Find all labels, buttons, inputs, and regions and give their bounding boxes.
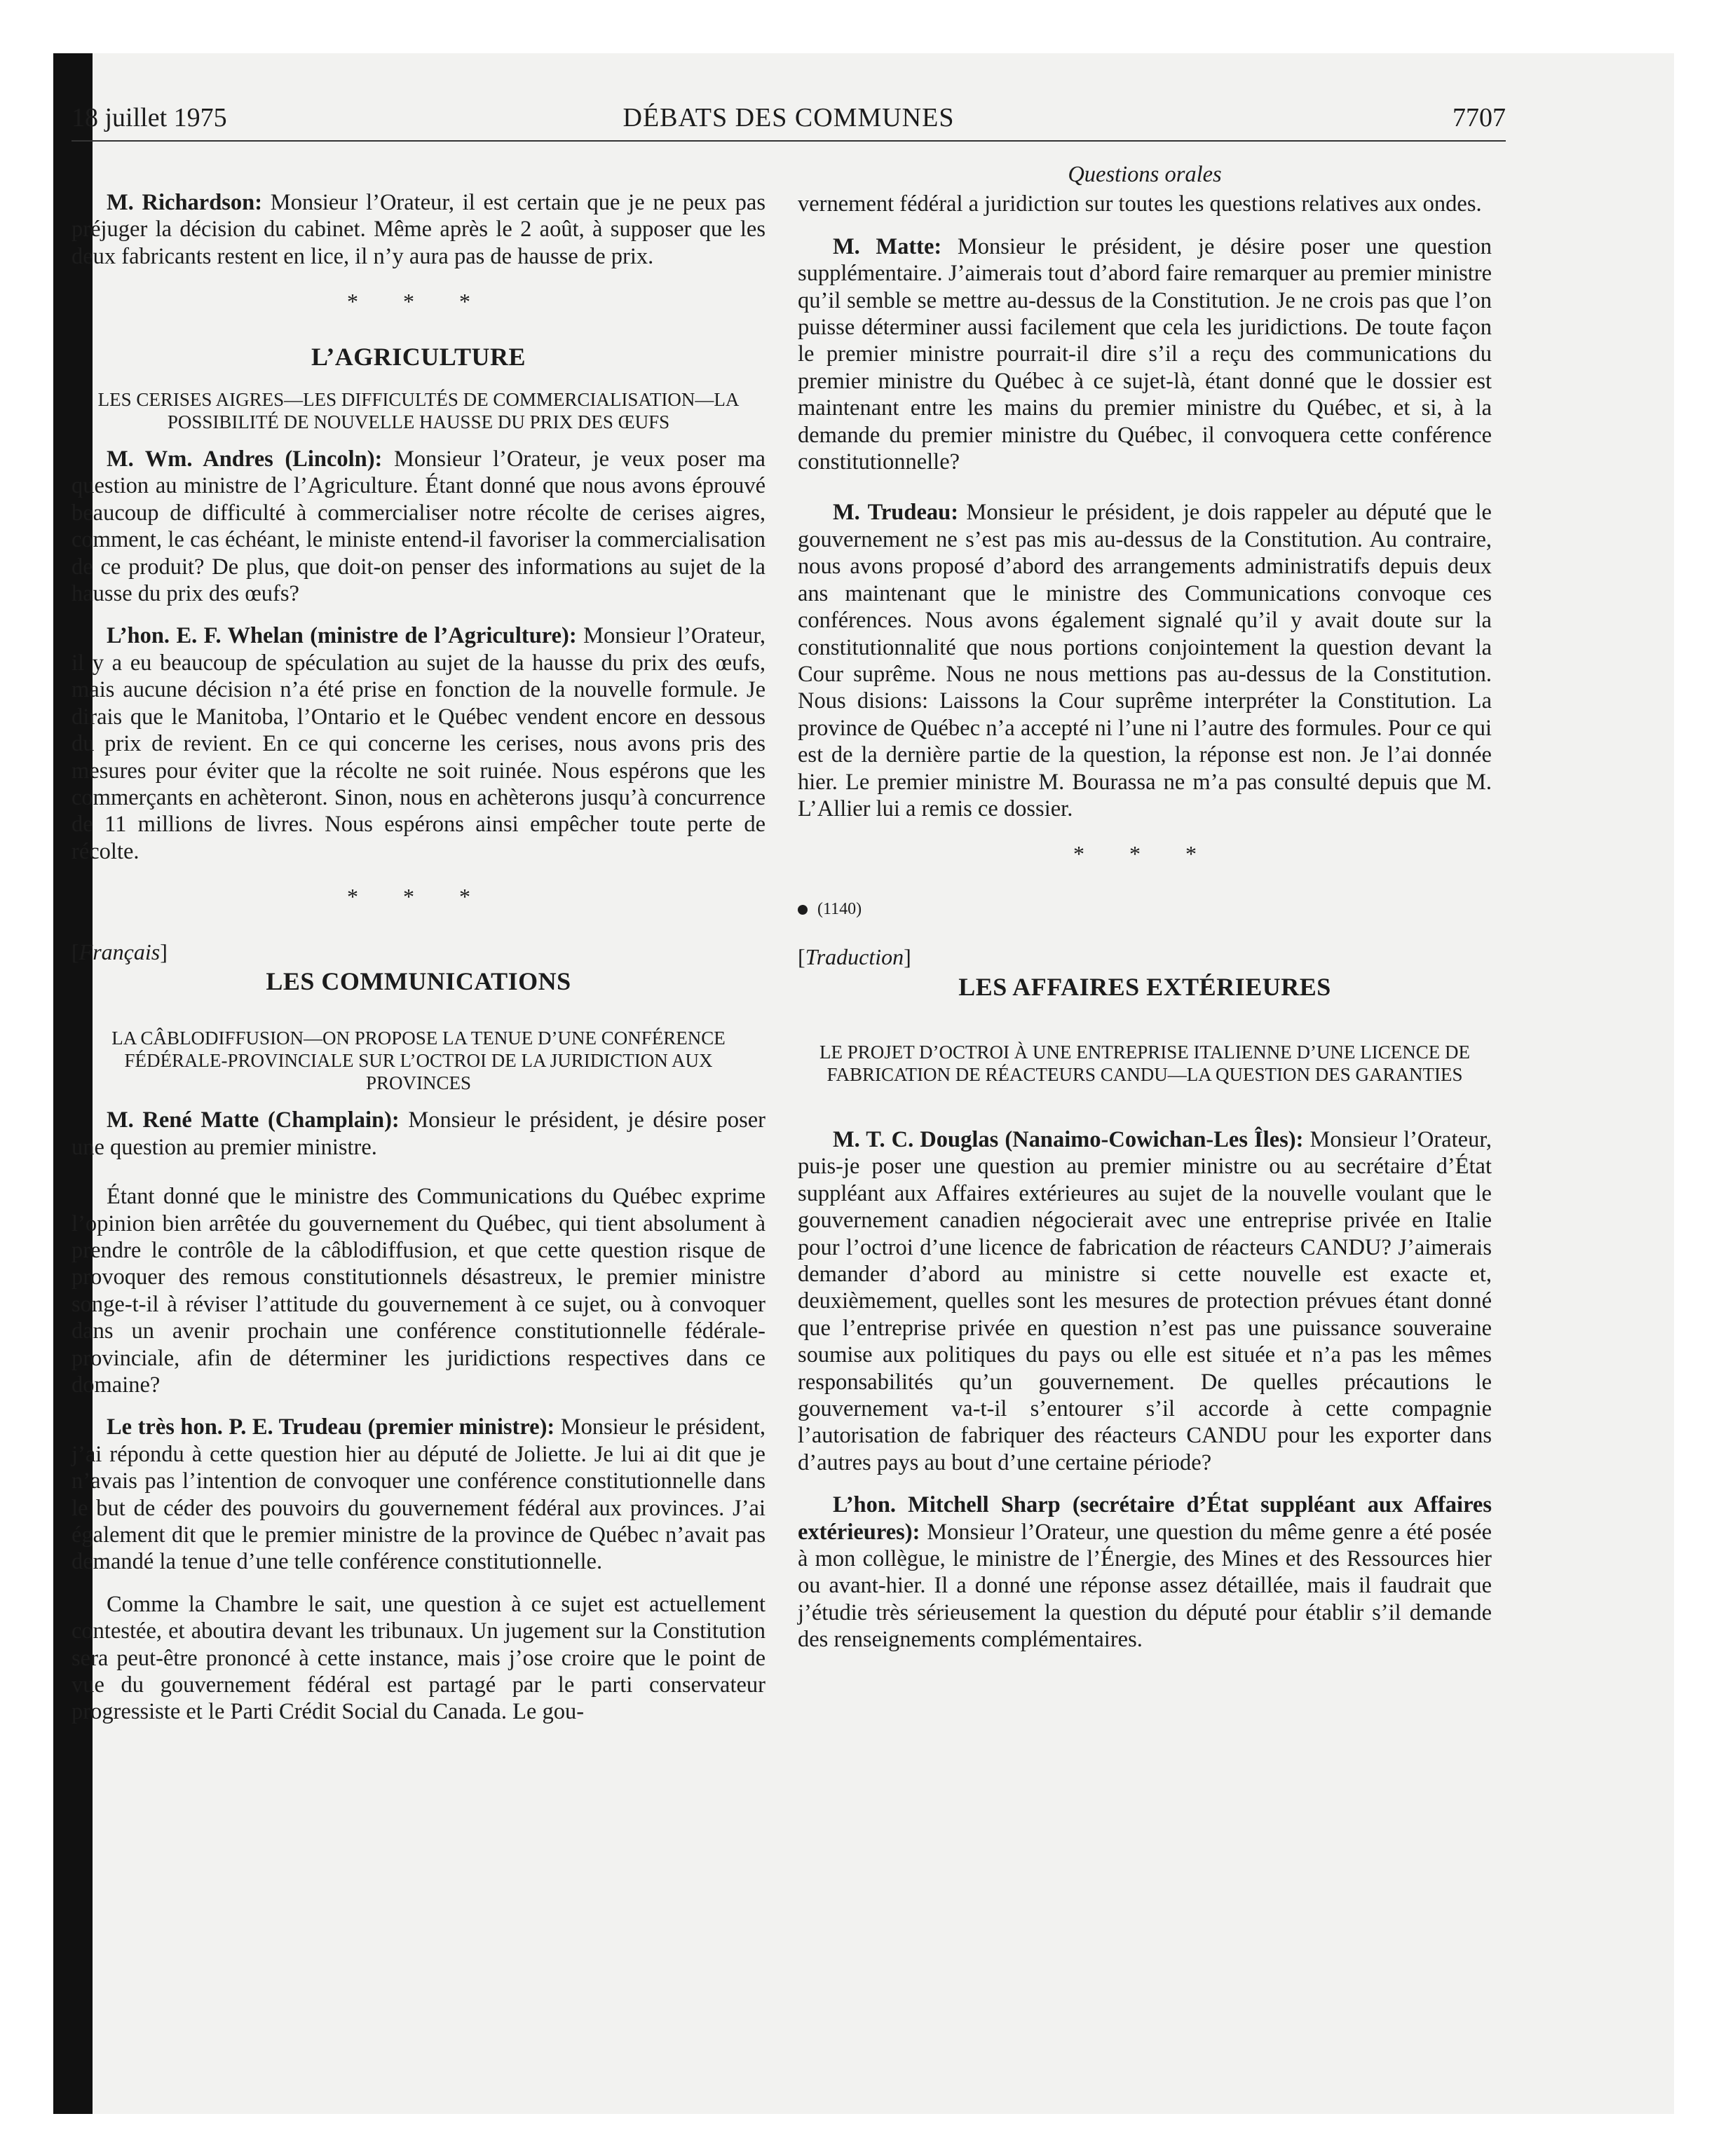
speaker-name: L’hon. E. F. Whelan (ministre de l’Agriculture): bbox=[107, 623, 577, 649]
section-separator: * * * bbox=[1073, 841, 1216, 867]
paragraph bbox=[798, 1126, 1492, 1476]
speaker-name: M. T. C. Douglas (Nanaimo-Cowichan-Les Îles): bbox=[833, 1126, 1304, 1152]
speaker-name: M. Wm. Andres (Lincoln): bbox=[107, 446, 383, 472]
speaker-name: M. René Matte (Champlain): bbox=[107, 1107, 400, 1133]
section-heading: L’AGRICULTURE bbox=[311, 342, 526, 371]
paragraph bbox=[72, 1414, 766, 1575]
header-page-number: 7707 bbox=[1452, 103, 1506, 132]
speaker-name: M. Richardson: bbox=[107, 190, 263, 215]
paragraph bbox=[72, 1107, 766, 1161]
speech-text: Monsieur l’Orateur, il est certain que je ne peux pas préjuger la décision du cabinet. Même après le 2 août, à supposer que les deux fabricants restent en lice, il n’y aura pas de hausse de prix. bbox=[72, 190, 766, 269]
section-subheading: LE PROJET D’OCTROI À UNE ENTREPRISE ITALIENNE D’UNE LICENCE DE FABRICATION DE RÉACTEURS CANDU—LA QUESTION DES GARANTIES bbox=[819, 1041, 1470, 1085]
speaker-name: M. Trudeau: bbox=[833, 500, 959, 526]
paragraph bbox=[72, 446, 766, 607]
paragraph bbox=[798, 233, 1492, 476]
speaker-name: L’hon. Mitchell Sharp (secrétaire d’État suppléant aux Affaires extérieures): bbox=[798, 1492, 1492, 1545]
speech-text: Monsieur le président, je désire poser une question supplémentaire. J’aimerais tout d’abord faire remarquer au premier ministre qu’il semble se mettre au-dessus de la Constitution. Je ne crois pas que l’on puisse déterminer aussi facilement que cela les juridictions. De toute façon le premier ministre pourrait-il dire s’il a reçu des communications du premier ministre du Québec à ce sujet-là, étant donné que le dossier est maintenant entre les mains du premier ministre du Québec, et si, à la demande du premier ministre du Québec, il convoquera cette conférence constitutionnelle? bbox=[798, 233, 1492, 475]
section-heading: LES COMMUNICATIONS bbox=[266, 967, 571, 995]
paragraph bbox=[72, 622, 766, 865]
section-separator: * * * bbox=[347, 289, 490, 315]
time-marker: (1140) bbox=[798, 896, 1492, 922]
speaker-name: M. Matte: bbox=[833, 233, 942, 259]
right-column bbox=[798, 161, 1492, 1669]
speech-text: Monsieur le président, j’ai répondu à cette question hier au député de Joliette. Je lui ai dit que je n’avais pas l’intention de convoquer une conférence constitutionnelle dans le but de céder des pouvoirs du gouvernement fédéral aux provinces. J’ai également dit que le premier ministre de la province de Québec n’avait pas demandé la tenue d’une telle conférence constitutionnelle. bbox=[72, 1414, 766, 1575]
paragraph bbox=[72, 189, 766, 270]
running-head: Questions orales bbox=[1068, 162, 1222, 187]
section-separator: * * * bbox=[347, 884, 490, 910]
header-title: DÉBATS DES COMMUNES bbox=[622, 103, 955, 132]
header-date: 18 juillet 1975 bbox=[72, 103, 227, 132]
speech-text: Monsieur le président, je dois rappeler au député que le gouvernement ne s’est pas mis au-dessus de la Constitution. Au contraire, nous avons proposé d’abord des arrangements administratifs depuis deux ans maintenant que le ministre des Communications convoque ces conférences. Nous avons également signalé qu’il y avait doute sur la constitutionnalité que nous portions conjointement la question devant la Cour suprême. Nous ne nous mettions pas au-dessus de la Constitution. Nous disions: Laissons la Cour suprême interpréter la Constitution. La province de Québec n’a accepté ni l’une ni l’autre des formules. Pour ce qui est de la dernière partie de la question, la réponse est non. Je l’ai donnée hier. Le premier ministre M. Bourassa ne m’a pas consulté depuis que M. L’Allier lui a remis ce dossier. bbox=[798, 500, 1492, 821]
section-subheading: LES CERISES AIGRES—LES DIFFICULTÉS DE COMMERCIALISATION—LA POSSIBILITÉ DE NOUVELLE HAUSSE DU PRIX DES ŒUFS bbox=[97, 389, 740, 433]
left-column bbox=[72, 161, 766, 1741]
paragraph bbox=[798, 499, 1492, 822]
paragraph bbox=[798, 1492, 1492, 1653]
page-header bbox=[72, 98, 1506, 142]
bullet-icon bbox=[798, 905, 808, 915]
speech-text: Monsieur l’Orateur, je veux poser ma question au ministre de l’Agriculture. Étant donné que nous avons éprouvé beaucoup de difficulté à commercialiser notre récolte de cerises aigres, comment, le cas échéant, le ministe entend-il favoriser la commercialisation de ce produit? De plus, que doit-on penser des informations au sujet de la hausse du prix des œufs? bbox=[72, 446, 766, 607]
speech-text: Monsieur l’Orateur, puis-je poser une question au premier ministre ou au secrétaire d’État suppléant aux Affaires extérieures au sujet de la nouvelle voulant que le gouvernement canadien négocierait avec une entreprise privée en Italie pour l’octroi d’une licence de fabrication de réacteurs CANDU? J’aimerais demander d’abord au ministre si cette nouvelle est exacte et, deuxièmement, quelles sont les mesures de protection prévues étant donné que l’entreprise privée en question n’est pas une puissance souveraine soumise aux politiques du pays ou elle est située et n’a pas les mêmes responsabilités qu’un gouvernement. De quelles précautions le gouvernement va-t-il s’entourer s’il accorde à cette compagnie l’autorisation de fabriquer des réacteurs CANDU pour les exporter dans d’autres pays au bout d’une certaine période? bbox=[798, 1126, 1492, 1475]
paragraph: Comme la Chambre le sait, une question à ce sujet est actuellement contestée, et aboutira devant les tribunaux. Un jugement sur la Constitution sera peut-être prononcé à cette instance, mais j’ose croire que le point de vue du gouvernement fédéral est partagé par le parti conservateur progressiste et le Parti Crédit Social du Canada. Le gou- bbox=[72, 1591, 766, 1725]
language-marker: [Français] bbox=[72, 939, 168, 964]
speech-text: Monsieur l’Orateur, il y a eu beaucoup de spéculation au sujet de la hausse du prix des œufs, mais aucune décision n’a été prise en fonction de la nouvelle formule. Je dirais que le Manitoba, l’Ontario et le Québec vendent encore en dessous du prix de revient. En ce qui concerne les cerises, nous avons pris des mesures pour éviter que la récolte ne soit ruinée. Nous espérons que les commerçants en achèteront. Sinon, nous en achèterons jusqu’à concurrence de 11 millions de livres. Nous espérons ainsi empêcher toute perte de récolte. bbox=[72, 623, 766, 864]
speech-text: Monsieur le président, je désire poser une question au premier ministre. bbox=[72, 1107, 766, 1160]
speech-text: Monsieur l’Orateur, une question du même genre a été posée à mon collègue, le ministre de l’Énergie, des Mines et des Ressources hier ou avant-hier. Il a donné une réponse assez détaillée, mais il faudrait que j’étudie très sérieusement la question du député pour établir s’il demande des renseignements complémentaires. bbox=[798, 1519, 1492, 1653]
section-heading: LES AFFAIRES EXTÉRIEURES bbox=[958, 972, 1331, 1001]
section-subheading: LA CÂBLODIFFUSION—ON PROPOSE LA TENUE D’UNE CONFÉRENCE FÉDÉRALE-PROVINCIALE SUR L’OCTROI DE LA JURIDICTION AUX PROVINCES bbox=[111, 1028, 726, 1094]
language-marker: [Traduction] bbox=[798, 944, 911, 970]
paragraph: Étant donné que le ministre des Communications du Québec exprime l’opinion bien arrêtée du gouvernement du Québec, qui tient absolument à prendre le contrôle de la câblodiffusion, et que cette question risque de provoquer des remous constitutionnels désastreux, le premier ministre songe-t-il à réviser l’attitude du gouvernement à ce sujet, ou à convoquer dans un avenir prochain une conférence constitutionnelle fédérale-provinciale, afin de déterminer les juridictions respectives dans ce domaine? bbox=[72, 1184, 766, 1398]
speaker-name: Le très hon. P. E. Trudeau (premier ministre): bbox=[107, 1414, 555, 1440]
paragraph: vernement fédéral a juridiction sur toutes les questions relatives aux ondes. bbox=[798, 191, 1482, 217]
